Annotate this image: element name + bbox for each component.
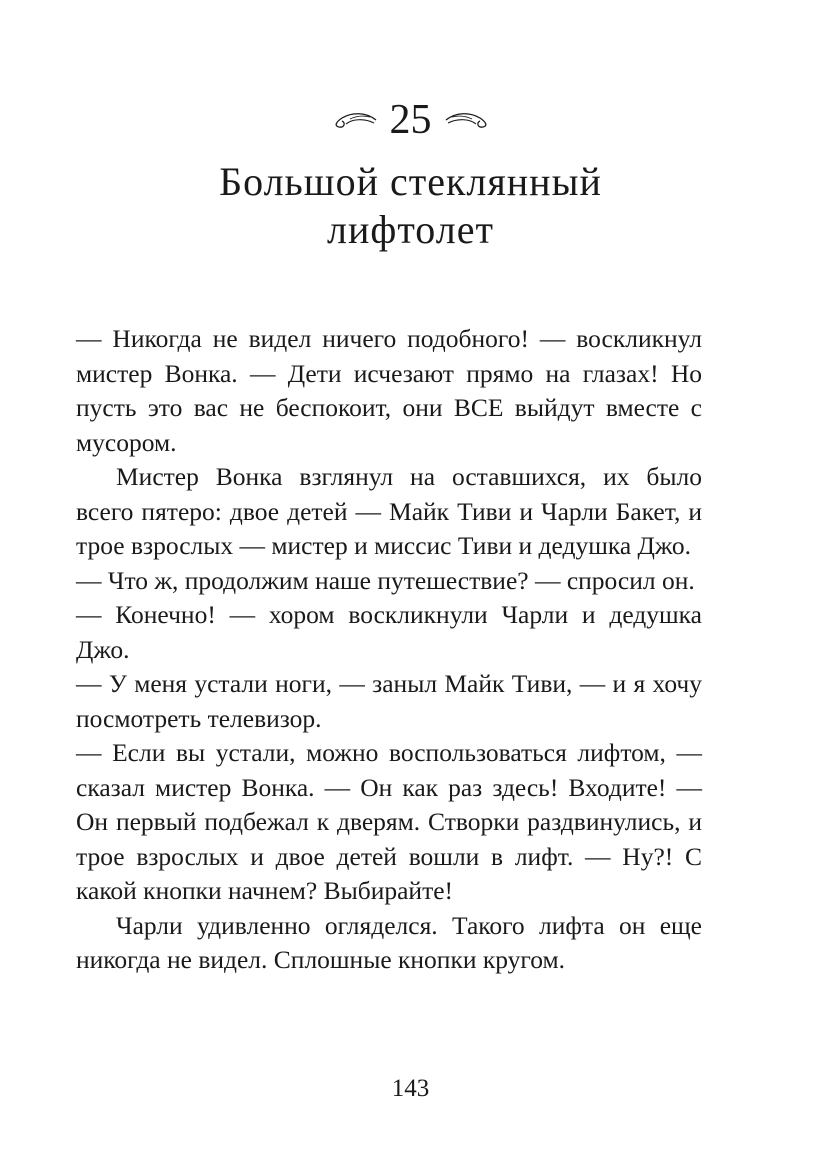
body-text xyxy=(76,322,702,978)
paragraph: — Что ж, продолжим наше путешествие? — спросил он. xyxy=(76,565,695,595)
paragraph: — Если вы устали, можно воспользоваться лифтом, — сказал мистер Вонка. — Он как раз здесь! Входите! — Он первый подбежал к дверям. Створки раздвинулись, и трое взрослых и двое детей вошли в лифт. — Ну?! С какой кнопки начнем? Выбирайте! xyxy=(76,738,702,905)
chapter-title xyxy=(0,158,821,254)
paragraph: — Конечно! — хором воскликнули Чарли и дедушка Джо. xyxy=(76,600,702,664)
paragraph: Мистер Вонка взглянул на оставшихся, их было всего пятеро: двое детей — Майк Тиви и Чарли Бакет, и трое взрослых — мистер и миссис Тиви и дедушка Джо. xyxy=(76,462,702,560)
chapter-heading xyxy=(0,92,821,148)
chapter-title-line-2: лифтолет xyxy=(327,207,494,252)
page-number: 143 xyxy=(391,1075,430,1102)
paragraph: Чарли удивленно огляделся. Такого лифта он еще никогда не видел. Сплошные кнопки кругом. xyxy=(76,910,702,974)
paragraph: — Никогда не видел ничего подобного! — воскликнул мистер Вонка. — Дети исчезают прямо на глазах! Но пусть это вас не беспокоит, они ВСЕ выйдут вместе с мусором. xyxy=(76,324,702,457)
chapter-title-line-1: Большой стеклянный xyxy=(219,159,602,204)
chapter-number: 25 xyxy=(389,97,432,143)
paragraph: — У меня устали ноги, — заныл Майк Тиви, — и я хочу посмотреть телевизор. xyxy=(76,669,702,733)
right-flourish-icon xyxy=(444,109,492,131)
left-flourish-icon xyxy=(330,109,378,131)
